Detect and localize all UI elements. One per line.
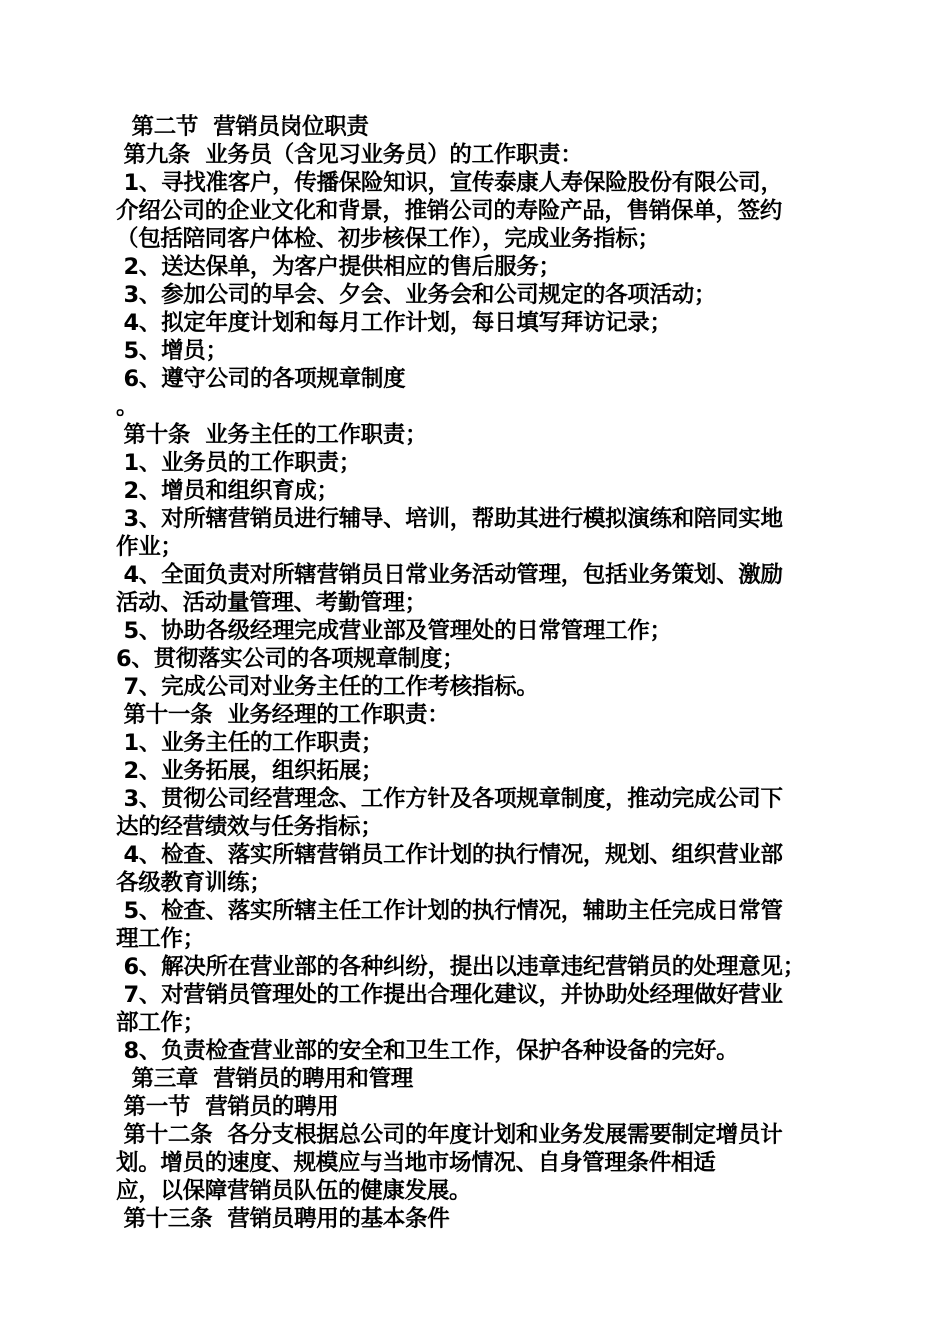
- text-line: 6、解决所在营业部的各种纠纷，提出以违章违纪营销员的处理意见；: [116, 954, 805, 980]
- text-line: 第十条 业务主任的工作职责；: [116, 422, 428, 448]
- text-line: 3、对所辖营销员进行辅导、培训，帮助其进行模拟演练和陪同实地: [116, 506, 783, 532]
- text-line: 8、负责检查营业部的安全和卫生工作，保护各种设备的完好。: [116, 1038, 739, 1064]
- text-line: 第十一条 业务经理的工作职责：: [116, 702, 450, 728]
- text-line: 5、增员；: [116, 338, 228, 364]
- text-line: 第一节 营销员的聘用: [116, 1094, 339, 1120]
- text-line: 活动、活动量管理、考勤管理；: [116, 590, 427, 616]
- text-line: 3、参加公司的早会、夕会、业务会和公司规定的各项活动；: [116, 282, 717, 308]
- text-line: 作业；: [116, 534, 183, 560]
- text-line: （包括陪同客户体检、初步核保工作），完成业务指标；: [116, 226, 660, 252]
- text-line: 5、检查、落实所辖主任工作计划的执行情况，辅助主任完成日常管: [116, 898, 783, 924]
- text-line: 划。增员的速度、规模应与当地市场情况、自身管理条件相适: [116, 1150, 716, 1176]
- text-line: 各级教育训练；: [116, 870, 272, 896]
- document-body: [116, 113, 856, 1233]
- text-line: 2、业务拓展，组织拓展；: [116, 758, 384, 784]
- text-line: 2、增员和组织育成；: [116, 478, 339, 504]
- text-line: 应，以保障营销员队伍的健康发展。: [116, 1178, 472, 1204]
- text-line: 6、遵守公司的各项规章制度: [116, 366, 406, 392]
- text-line: 6、贯彻落实公司的各项规章制度；: [116, 646, 465, 672]
- text-line: 1、业务员的工作职责；: [116, 450, 361, 476]
- text-line: 第九条 业务员（含见习业务员）的工作职责：: [116, 142, 583, 168]
- text-line: 。: [116, 394, 139, 420]
- text-line: 7、完成公司对业务主任的工作考核指标。: [116, 674, 539, 700]
- text-line: 第十二条 各分支根据总公司的年度计划和业务发展需要制定增员计: [116, 1122, 783, 1148]
- text-line: 达的经营绩效与任务指标；: [116, 814, 383, 840]
- text-line: 1、业务主任的工作职责；: [116, 730, 384, 756]
- text-line: 2、送达保单，为客户提供相应的售后服务；: [116, 254, 561, 280]
- text-line: 第二节 营销员岗位职责: [124, 114, 369, 140]
- text-line: 7、对营销员管理处的工作提出合理化建议，并协助处经理做好营业: [116, 982, 783, 1008]
- text-line: 介绍公司的企业文化和背景，推销公司的寿险产品，售销保单，签约: [116, 198, 783, 224]
- text-line: 5、协助各级经理完成营业部及管理处的日常管理工作；: [116, 618, 672, 644]
- text-line: 理工作；: [116, 926, 205, 952]
- text-line: 4、全面负责对所辖营销员日常业务活动管理，包括业务策划、激励: [116, 562, 783, 588]
- text-line: 1、寻找准客户，传播保险知识，宣传泰康人寿保险股份有限公司，: [116, 170, 783, 196]
- text-line: 第十三条 营销员聘用的基本条件: [116, 1206, 450, 1232]
- text-line: 4、检查、落实所辖营销员工作计划的执行情况，规划、组织营业部: [116, 842, 783, 868]
- text-line: 4、拟定年度计划和每月工作计划，每日填写拜访记录；: [116, 310, 672, 336]
- text-line: 第三章 营销员的聘用和管理: [124, 1066, 414, 1092]
- text-line: 部工作；: [116, 1010, 205, 1036]
- text-line: 3、贯彻公司经营理念、工作方针及各项规章制度，推动完成公司下: [116, 786, 783, 812]
